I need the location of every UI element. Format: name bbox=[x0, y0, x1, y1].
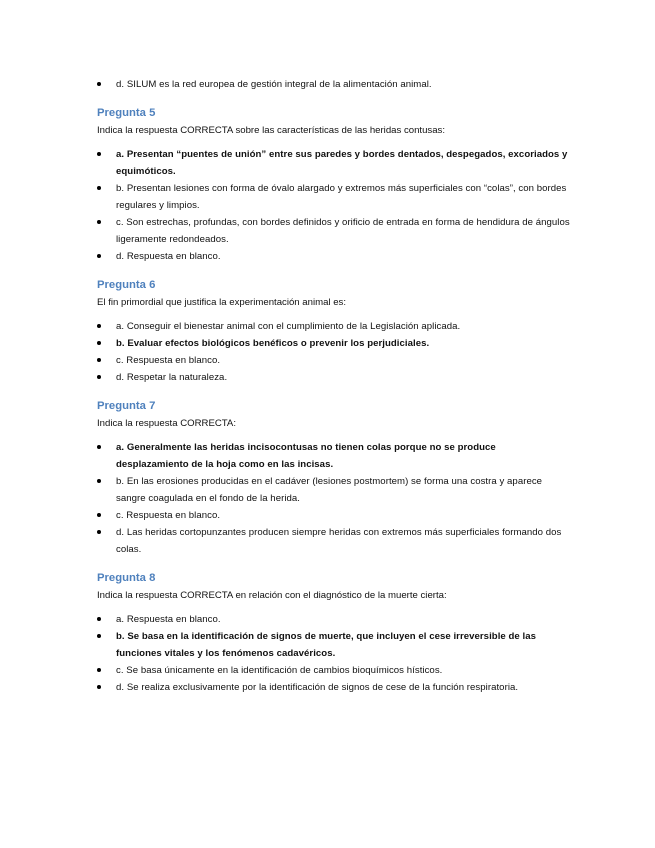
option-item bbox=[97, 76, 571, 93]
question-block-6 bbox=[97, 277, 571, 386]
option-item bbox=[97, 439, 571, 473]
option-item bbox=[97, 180, 571, 214]
option-text: a. Respuesta en blanco. bbox=[116, 614, 221, 625]
option-text: d. Respuesta en blanco. bbox=[116, 251, 221, 262]
bullet-icon bbox=[97, 530, 101, 534]
option-text: d. Las heridas cortopunzantes producen siempre heridas con extremos más superficiales formando dos colas. bbox=[116, 527, 562, 555]
option-text: d. SILUM es la red europea de gestión integral de la alimentación animal. bbox=[116, 79, 432, 90]
bullet-icon bbox=[97, 375, 101, 379]
option-text: d. Respetar la naturaleza. bbox=[116, 372, 228, 383]
option-item bbox=[97, 248, 571, 265]
option-item bbox=[97, 352, 571, 369]
option-item bbox=[97, 146, 571, 180]
bullet-icon bbox=[97, 341, 101, 345]
option-list bbox=[97, 318, 571, 386]
bullet-icon bbox=[97, 358, 101, 362]
bullet-icon bbox=[97, 152, 101, 156]
option-text: c. Respuesta en blanco. bbox=[116, 355, 221, 366]
option-text: c. Son estrechas, profundas, con bordes definidos y orificio de entrada en forma de hendidura de ángulos ligeramente redondeados. bbox=[116, 217, 570, 245]
question-block-7 bbox=[97, 398, 571, 558]
option-item bbox=[97, 335, 571, 352]
option-item bbox=[97, 214, 571, 248]
bullet-icon bbox=[97, 634, 101, 638]
question-title: Pregunta 5 bbox=[97, 107, 156, 119]
option-item bbox=[97, 679, 571, 696]
bullet-icon bbox=[97, 445, 101, 449]
option-text: b. Evaluar efectos biológicos benéficos o prevenir los perjudiciales. bbox=[116, 338, 430, 349]
option-text: d. Se realiza exclusivamente por la identificación de signos de cese de la función respiratoria. bbox=[116, 682, 519, 693]
question-title: Pregunta 7 bbox=[97, 400, 156, 412]
question-block-8 bbox=[97, 570, 571, 696]
question-title: Pregunta 8 bbox=[97, 572, 156, 584]
option-item bbox=[97, 524, 571, 558]
option-item bbox=[97, 507, 571, 524]
bullet-icon bbox=[97, 186, 101, 190]
question-prompt: Indica la respuesta CORRECTA en relación con el diagnóstico de la muerte cierta: bbox=[97, 590, 447, 601]
option-list bbox=[97, 146, 571, 265]
option-item bbox=[97, 318, 571, 335]
option-text: a. Conseguir el bienestar animal con el cumplimiento de la Legislación aplicada. bbox=[116, 321, 461, 332]
question-title: Pregunta 6 bbox=[97, 279, 156, 291]
option-text: a. Generalmente las heridas incisocontusas no tienen colas porque no se produce desplazamiento de la hoja como en las incisas. bbox=[116, 442, 496, 470]
bullet-icon bbox=[97, 513, 101, 517]
question-prompt: Indica la respuesta CORRECTA sobre las características de las heridas contusas: bbox=[97, 125, 446, 136]
option-item bbox=[97, 369, 571, 386]
option-text: b. Presentan lesiones con forma de óvalo alargado y extremos más superficiales con “colas”, con bordes regulares y limpios. bbox=[116, 183, 567, 211]
bullet-icon bbox=[97, 82, 101, 86]
question-prompt: Indica la respuesta CORRECTA: bbox=[97, 418, 236, 429]
bullet-icon bbox=[97, 617, 101, 621]
option-text: b. Se basa en la identificación de signos de muerte, que incluyen el cese irreversible de las funciones vitales y los fenómenos cadavéricos. bbox=[116, 631, 537, 659]
bullet-icon bbox=[97, 668, 101, 672]
bullet-icon bbox=[97, 685, 101, 689]
bullet-icon bbox=[97, 479, 101, 483]
option-text: c. Se basa únicamente en la identificación de cambios bioquímicos hísticos. bbox=[116, 665, 443, 676]
option-item bbox=[97, 473, 571, 507]
option-item bbox=[97, 611, 571, 628]
question-block-5 bbox=[97, 105, 571, 265]
option-list bbox=[97, 439, 571, 558]
option-item bbox=[97, 628, 571, 662]
option-text: c. Respuesta en blanco. bbox=[116, 510, 221, 521]
option-item bbox=[97, 662, 571, 679]
bullet-icon bbox=[97, 220, 101, 224]
option-list bbox=[97, 611, 571, 696]
bullet-icon bbox=[97, 324, 101, 328]
option-text: a. Presentan “puentes de unión” entre sus paredes y bordes dentados, despegados, excoriados y equimóticos. bbox=[116, 149, 568, 177]
option-text: b. En las erosiones producidas en el cadáver (lesiones postmortem) se forma una costra y aparece sangre coagulada en el fondo de la herida. bbox=[116, 476, 543, 504]
question-prompt: El fin primordial que justifica la experimentación animal es: bbox=[97, 297, 347, 308]
previous-question-options bbox=[97, 76, 571, 93]
bullet-icon bbox=[97, 254, 101, 258]
question-list bbox=[97, 105, 571, 696]
